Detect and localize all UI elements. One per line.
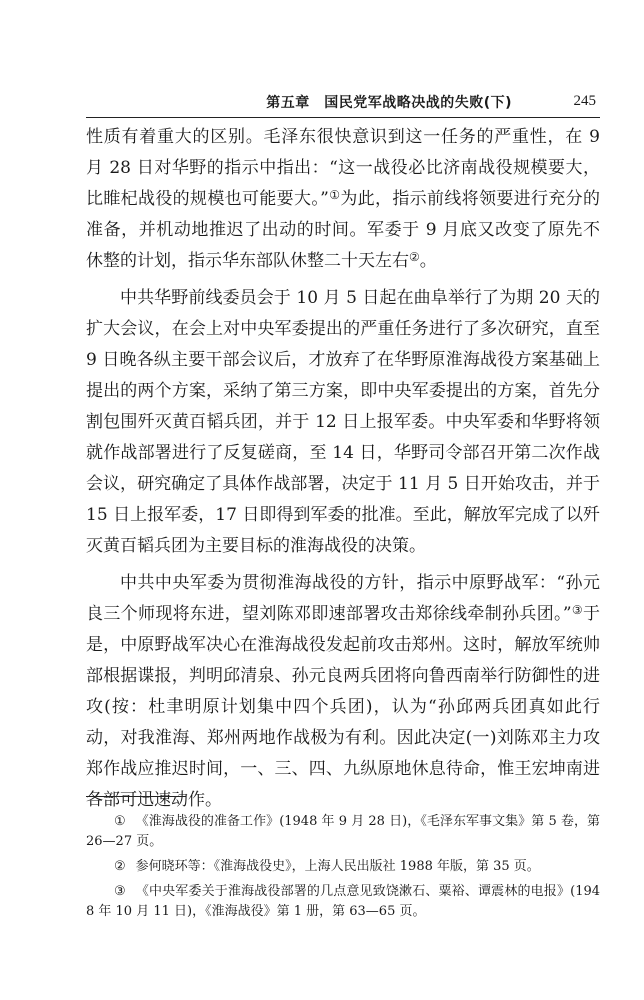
running-header — [86, 92, 598, 114]
footnote-ref-3[interactable]: ③ — [571, 603, 583, 617]
footnote-text: 《中央军委关于淮海战役部署的几点意见致饶漱石、粟裕、谭震林的电报》(1948 年 10 月 11 日)，《淮海战役》第 1 册，第 63—65 页。 — [86, 884, 601, 919]
footnote-ref-2[interactable]: ② — [409, 250, 420, 264]
header-rule — [86, 117, 600, 118]
footnotes — [86, 812, 600, 927]
paragraph-text: 。 — [419, 251, 437, 271]
footnote-rule — [86, 796, 186, 797]
paragraph-text: 性质有着重大的区别。毛泽东很快意识到这一任务的严重性，在 9 月 28 日对华野的指示中指出：“这一战役必比济南战役规模要大，比睢杞战役的规模也可能要大。” — [86, 127, 600, 209]
paragraph-text: 中共中央军委为贯彻淮海战役的方针，指示中原野战军：“孙元良三个师现将东进，望刘陈邓即速部署攻击郑徐线牵制孙兵团。” — [86, 573, 600, 624]
paragraph: 中共华野前线委员会于 10 月 5 日起在曲阜举行了为期 20 天的扩大会议，在会上对中央军委提出的严重任务进行了多次研究，直至 9 日晚各纵主要干部会议后，才放弃了在华野原淮海战役方案基础上提出的两个方案，采纳了第三方案，即中央军委提出的方案，首先分割包围歼灭黄百韬兵团，并于 12 日上报军委。中央军委和华野将领就作战部署进行了反复磋商，至 14 日，华野司令部召开第二次作战会议，研究确定了具体作战部署，决定于 11 月 5 日开始攻击，并于 15 日上报军委，17 日即得到军委的批准。至此，解放军完成了以歼灭黄百韬兵团为主要目标的淮海战役的决策。 — [86, 288, 600, 556]
footnote-text: 参何晓环等：《淮海战役史》，上海人民出版社 1988 年版，第 35 页。 — [135, 859, 540, 874]
footnote-mark: ② — [114, 859, 126, 874]
footnote-1 — [86, 812, 600, 852]
paragraph-text: 为此，指示前线将领要进行充分的准备，并机动地推迟了出动的时间。军委于 9 月底又改变了原先不休整的计划，指示华东部队休整二十天左右 — [86, 189, 600, 271]
footnote-text: 《淮海战役的准备工作》(1948 年 9 月 28 日)，《毛泽东军事文集》第 5 卷，第 26—27 页。 — [86, 814, 600, 849]
body-text — [86, 122, 600, 816]
page-number: 245 — [573, 93, 596, 109]
chapter-title: 第五章 国民党军战略决战的失败(下) — [266, 95, 512, 111]
paragraph-text: 于是，中原野战军决心在淮海战役发起前攻击郑州。这时，解放军统帅部根据谍报，判明邱清泉、孙元良两兵团将向鲁西南举行防御性的进攻(按：杜聿明原计划集中四个兵团)，认为“孙邱两兵团真如此行动，对我淮海、郑州两地作战极为有利。因此决定(一)刘陈邓主力攻郑作战应推迟时间，一、三、四、九纵原地休息待命，惟王宏坤南进各部可迅速动作。 — [86, 604, 600, 810]
paragraph-continued — [86, 122, 600, 277]
footnote-mark: ③ — [114, 884, 126, 899]
footnote-2 — [86, 857, 600, 877]
footnote-mark: ① — [114, 814, 126, 829]
footnote-3 — [86, 882, 600, 922]
footnote-ref-1[interactable]: ① — [328, 188, 341, 202]
paragraph — [86, 568, 600, 816]
